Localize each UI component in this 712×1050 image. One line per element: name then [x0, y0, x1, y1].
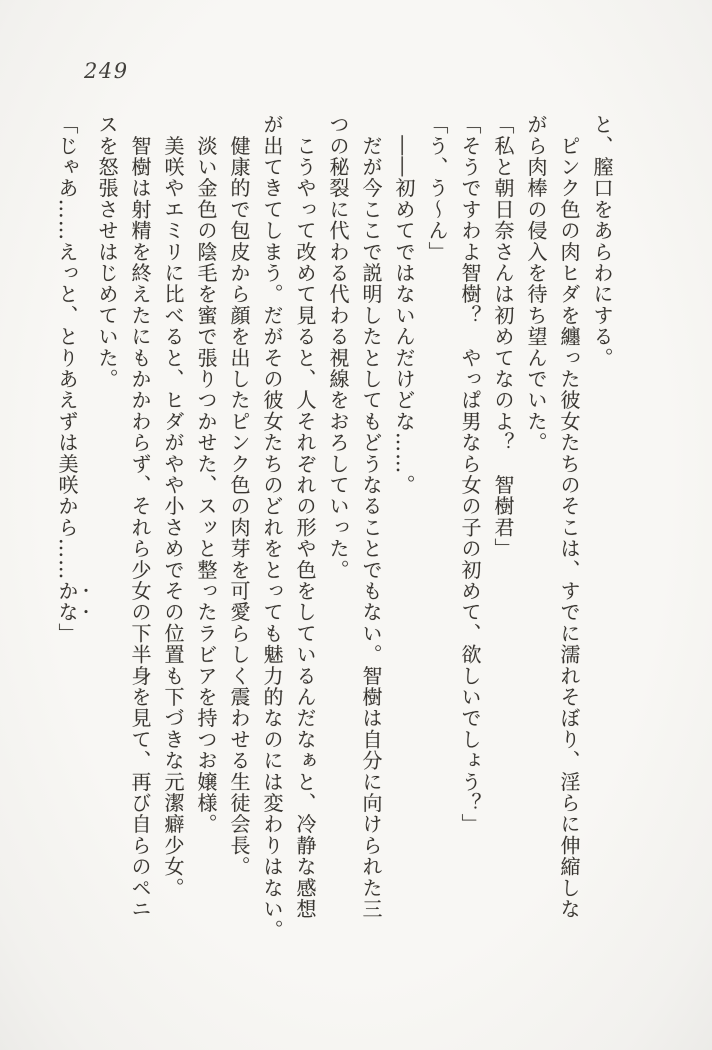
text-line: ――初めてではないんだけどな……。 [392, 114, 416, 496]
text-line: 「そうですわよ智樹？ やっぱ男なら女の子の初めて、欲しいでしょう？」 [458, 114, 482, 835]
text-line: ピンク色の肉ヒダを纏った彼女たちのそこは、すでに濡れそぼり、淫らに伸縮しな [557, 114, 581, 920]
text-line: と、膣口をあらわにする。 [590, 114, 614, 369]
emphasized-text: かな [55, 580, 79, 623]
text-line-dialogue-final [50, 114, 90, 941]
text-segment: 「じゃあ……えっと、とりあえずは美咲から…… [55, 114, 79, 581]
text-line: がら肉棒の侵入を待ち望んでいた。 [524, 114, 548, 454]
text-line: が出てきてしまう。だがその彼女たちのどれをとっても魅力的なのには変わりはない。 [260, 114, 284, 941]
page-number: 249 [84, 59, 129, 83]
text-line: つの秘裂に代わる代わる視線をおろしていった。 [326, 114, 350, 581]
text-line: 美咲やエミリに比べると、ヒダがやや小さめでその位置も下づきな元潔癖少女。 [161, 114, 185, 899]
text-line: こうやって改めて見ると、人それぞれの形や色をしているんだなぁと、冷静な感想 [293, 114, 317, 920]
text-segment: 」 [55, 622, 79, 645]
text-line: 「私と朝日奈さんは初めてなのよ？ 智樹君」 [491, 114, 515, 560]
text-line: 健康的で包皮から顔を出したピンク色の肉芽を可愛らしく震わせる生徒会長。 [227, 114, 251, 878]
text-line: 「う、う～ん」 [425, 114, 449, 263]
text-line: 智樹は射精を終えたにもかかわらず、それら少女の下半身を見て、再び自らのペニ [128, 114, 152, 920]
text-line: スを怒張させはじめていた。 [95, 114, 119, 390]
vertical-text-block [50, 114, 618, 941]
text-line: だが今ここで説明したとしてもどうなることでもない。智樹は自分に向けられた三 [359, 114, 383, 920]
text-line: 淡い金色の陰毛を蜜で張りつかせた、スッと整ったラビアを持つお嬢様。 [194, 114, 218, 835]
